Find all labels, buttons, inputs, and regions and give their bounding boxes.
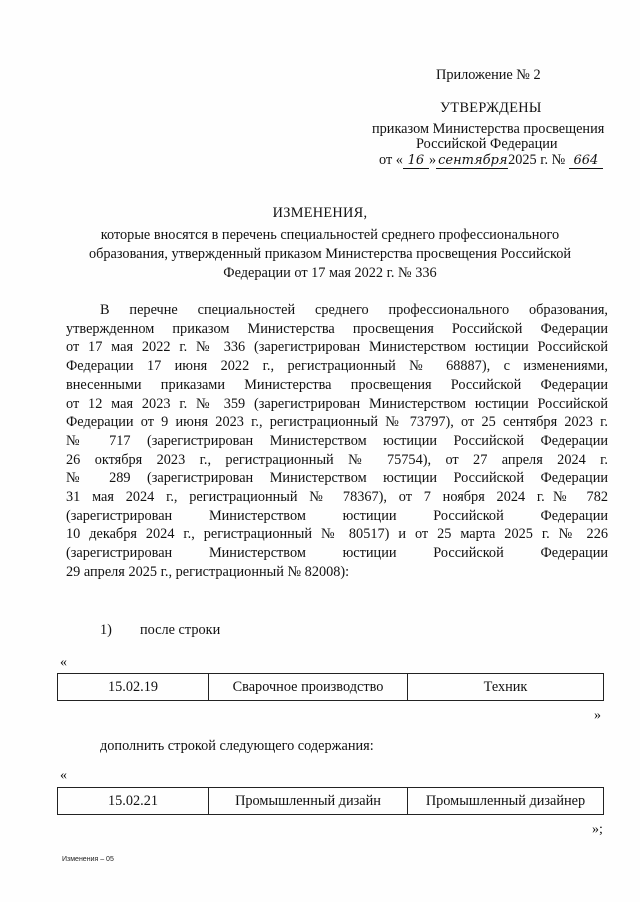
table-row <box>58 788 604 815</box>
body-line: Федерации от 9 июня 2023 г., регистрационный № 73797), от 25 сентября 2023 г. <box>66 414 608 431</box>
order-day-handwritten: 16 <box>403 154 429 169</box>
spec-table-new <box>57 787 604 815</box>
approved-by-line2: Российской Федерации <box>416 136 558 152</box>
document-title: ИЗМЕНЕНИЯ, <box>272 205 368 221</box>
order-prefix: от « <box>379 152 403 168</box>
specialty-code-cell: 15.02.21 <box>58 788 209 815</box>
body-line: от 17 мая 2022 г. № 336 (зарегистрирован Министерством юстиции Российской <box>66 339 608 356</box>
quote-open: « <box>60 655 67 670</box>
order-year: 2025 г. № <box>508 152 566 168</box>
order-date-line <box>379 151 603 169</box>
list-item-text: после строки <box>140 622 221 638</box>
subtitle-line: Федерации от 17 мая 2022 г. № 336 <box>223 265 437 281</box>
subtitle-line: образования, утвержденный приказом Министерства просвещения Российской <box>88 246 572 262</box>
body-line: от 12 мая 2023 г. № 359 (зарегистрирован Министерством юстиции Российской <box>66 395 608 412</box>
body-line: Федерации 17 июня 2022 г., регистрационный № 68887), с изменениями, <box>66 358 608 375</box>
table-row <box>58 674 604 701</box>
specialty-name-cell: Сварочное производство <box>209 674 408 701</box>
body-line: 29 апреля 2025 г., регистрационный № 82008): <box>66 563 350 580</box>
qualification-cell: Техник <box>408 674 604 701</box>
order-number-handwritten: 664 <box>569 154 603 169</box>
list-item-number: 1) <box>100 622 112 638</box>
body-line: (зарегистрирован Министерством юстиции Российской Федерации <box>66 507 608 524</box>
order-mid: » <box>428 152 437 168</box>
body-line: (зарегистрирован Министерством юстиции Российской Федерации <box>66 545 608 562</box>
approved-by-line1: приказом Министерства просвещения <box>372 121 605 137</box>
body-paragraph <box>66 301 608 582</box>
body-line: 26 октября 2023 г., регистрационный № 75754), от 27 апреля 2024 г. <box>66 451 608 468</box>
quote-open: « <box>60 768 67 783</box>
page-footer: Изменения – 05 <box>62 856 114 863</box>
body-line: 10 декабря 2024 г., регистрационный № 80517) и от 25 марта 2025 г. № 226 <box>66 526 608 543</box>
body-line: № 717 (зарегистрирован Министерством юстиции Российской Федерации <box>66 432 608 449</box>
annex-label: Приложение № 2 <box>436 67 541 83</box>
quote-close: » <box>594 708 601 723</box>
qualification-cell: Промышленный дизайнер <box>408 788 604 815</box>
body-line: утвержденном приказом Министерства просвещения Российской Федерации <box>66 320 608 337</box>
add-row-instruction: дополнить строкой следующего содержания: <box>100 738 374 754</box>
body-line: 31 мая 2024 г., регистрационный № 78367), от 7 ноября 2024 г.№ 782 <box>66 489 608 506</box>
body-line: внесенными приказами Министерства просвещения Российской Федерации <box>66 376 608 393</box>
approved-heading: УТВЕРЖДЕНЫ <box>440 100 542 116</box>
subtitle-line: которые вносятся в перечень специальностей среднего профессионального <box>100 227 560 243</box>
spec-table-existing <box>57 673 604 701</box>
body-line: В перечне специальностей среднего профессионального образования, <box>100 302 608 318</box>
quote-close-semicolon: »; <box>592 822 603 837</box>
order-month-handwritten: сентября <box>438 153 508 168</box>
specialty-code-cell: 15.02.19 <box>58 674 209 701</box>
document-subtitle <box>70 226 590 283</box>
specialty-name-cell: Промышленный дизайн <box>209 788 408 815</box>
body-line: № 289 (зарегистрирован Министерством юстиции Российской Федерации <box>66 470 608 487</box>
list-item-1 <box>100 621 220 639</box>
